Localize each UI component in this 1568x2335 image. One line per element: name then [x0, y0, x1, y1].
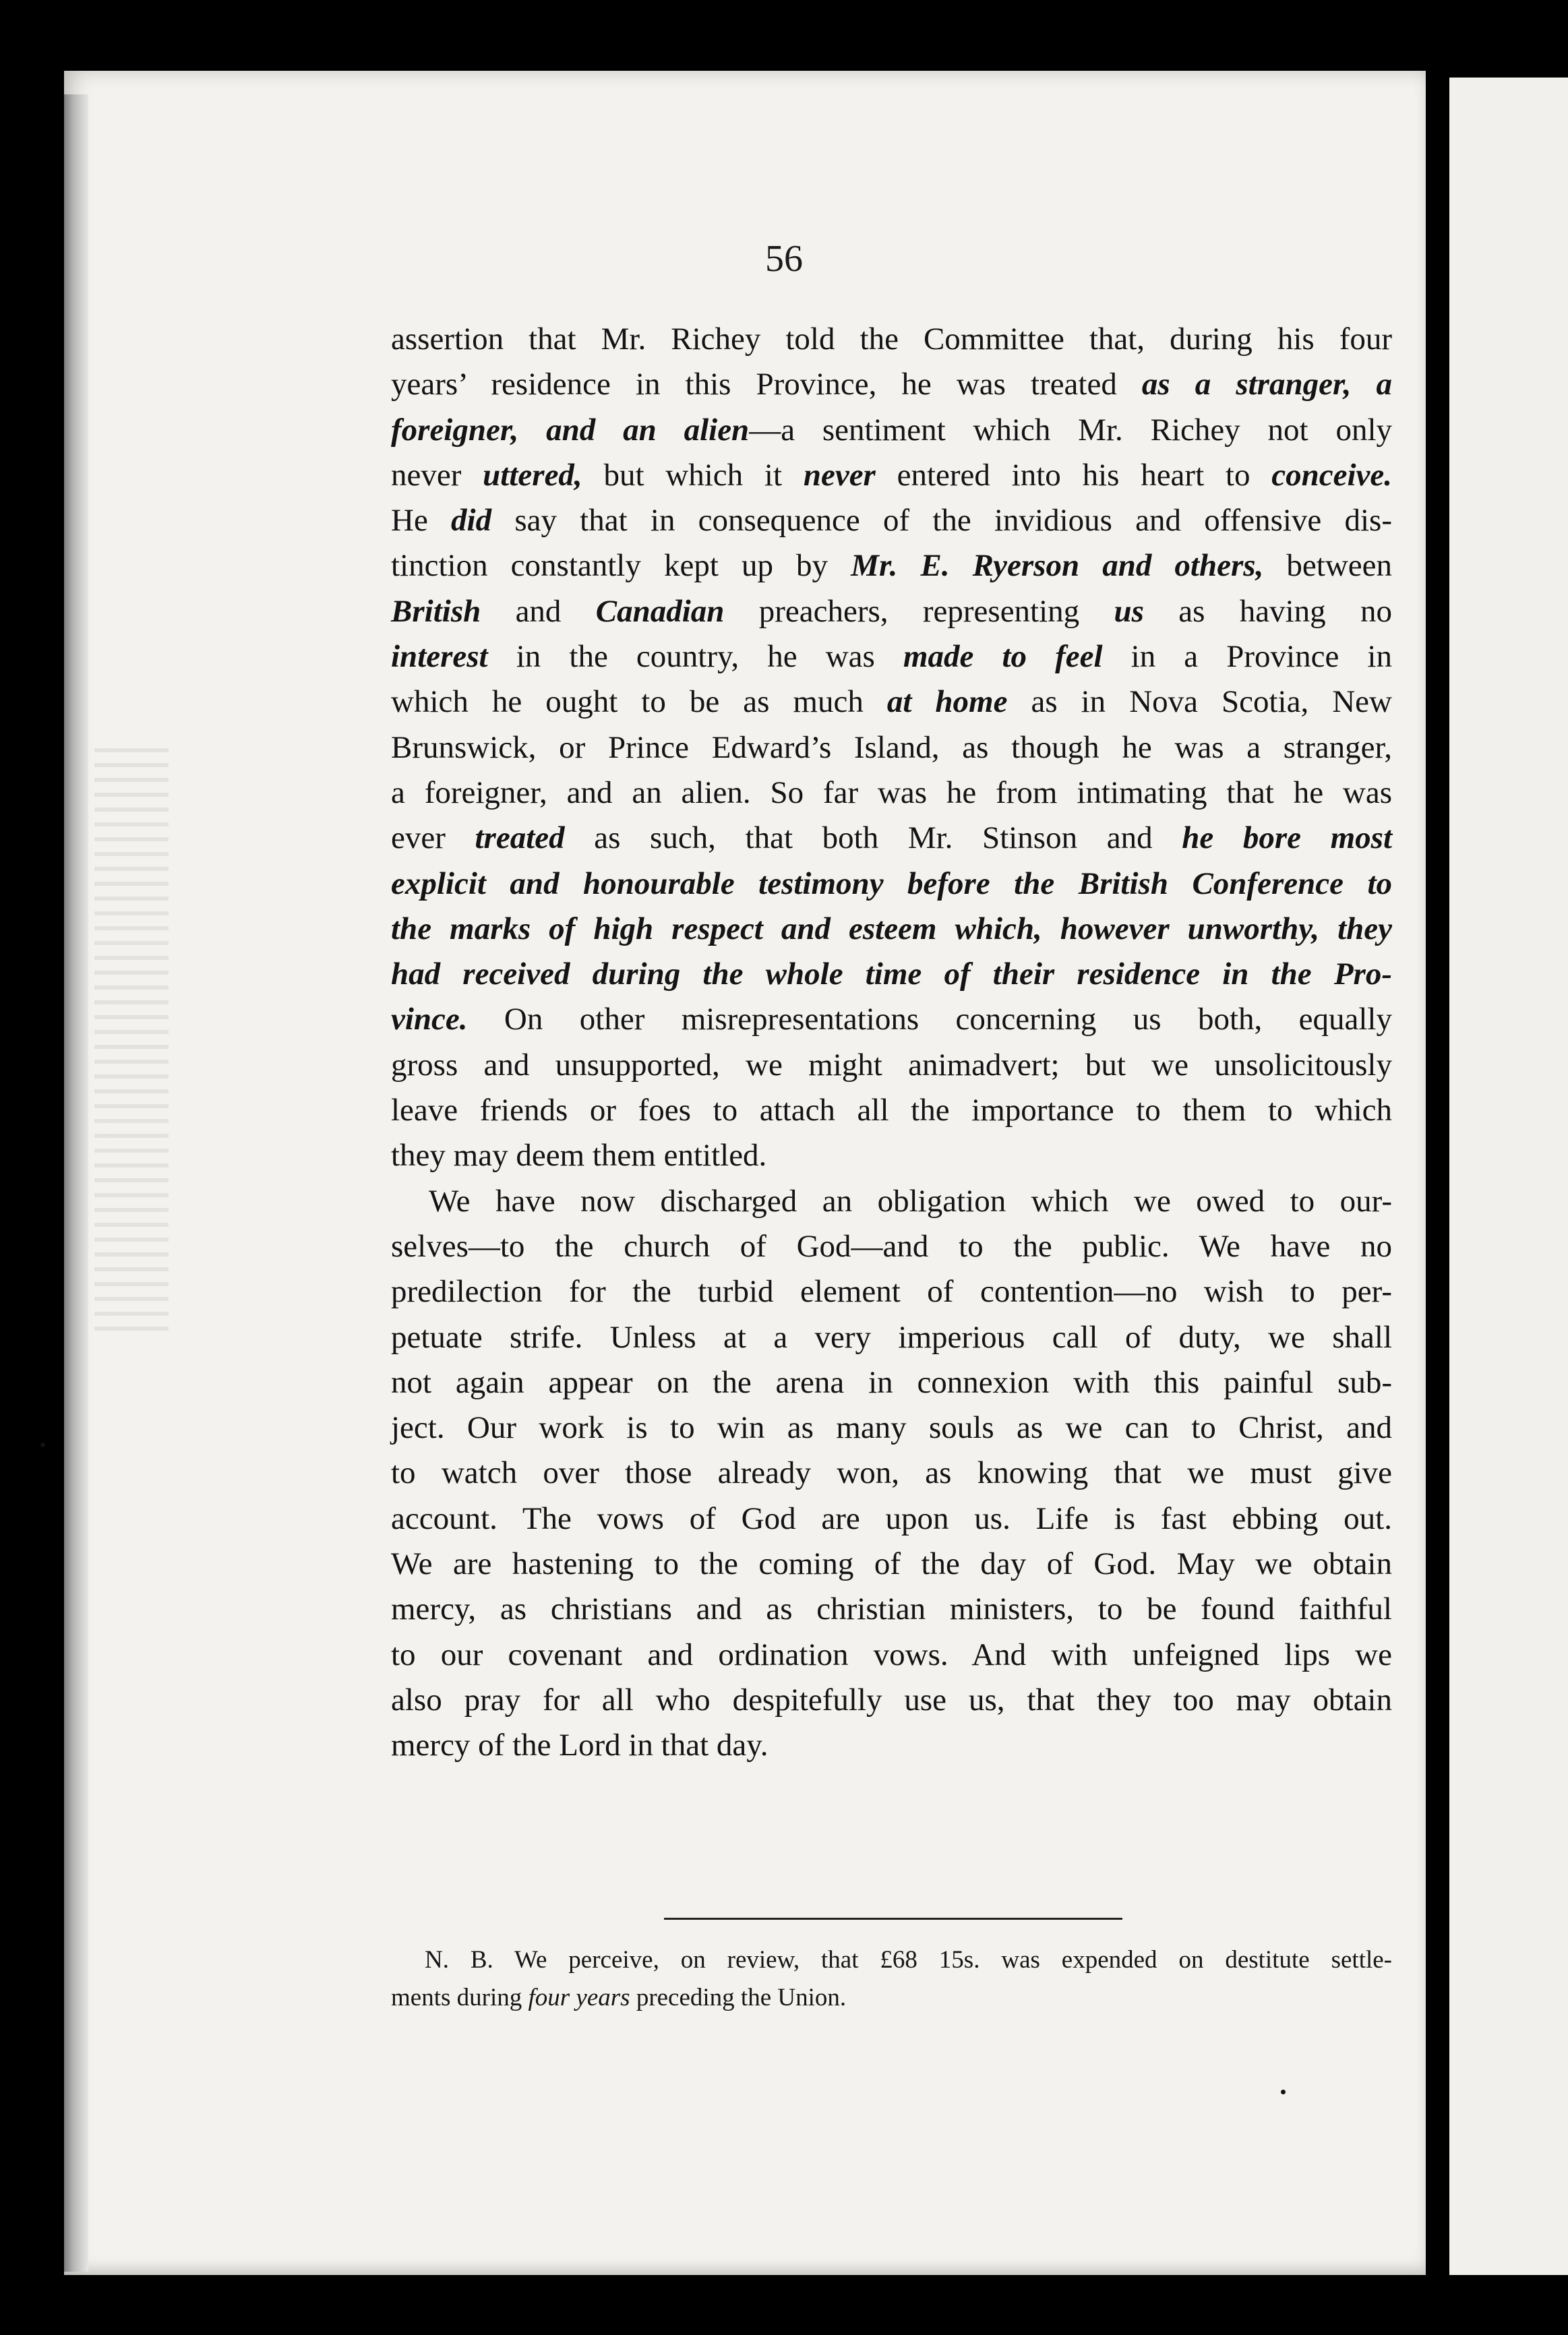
- text-run: selves—to the church of God—and to the public. We have no: [391, 1228, 1392, 1264]
- text-run: We are hastening to the coming of the day of God. May we obtain: [391, 1546, 1392, 1582]
- text-line: [391, 1542, 1392, 1587]
- text-run: not again appear on the arena in connexion with this painful sub-: [391, 1364, 1392, 1400]
- footnote-rule: [664, 1918, 1122, 1920]
- italic-text: never: [803, 457, 876, 493]
- text-run: never: [391, 457, 483, 493]
- text-run: preachers, representing: [724, 593, 1114, 629]
- italic-text: did: [451, 503, 492, 539]
- text-line: [391, 1088, 1392, 1133]
- text-run: which he ought to be as much: [391, 684, 887, 720]
- text-line: [391, 408, 1392, 453]
- text-run: On other misrepresentations concerning us both, equally: [467, 1002, 1392, 1037]
- show-through-marks: [94, 748, 169, 1335]
- text-run: predilection for the turbid element of contention—no wish to per-: [391, 1274, 1392, 1310]
- text-line: [391, 861, 1392, 907]
- footnote-italic-text: four years: [528, 1984, 630, 2011]
- text-line: [391, 1269, 1392, 1314]
- text-run: assertion that Mr. Richey told the Committee that, during his four: [391, 322, 1392, 357]
- text-line: [391, 634, 1392, 679]
- text-line: [391, 907, 1392, 952]
- text-run: they may deem them entitled.: [391, 1138, 767, 1174]
- text-run: as such, that both Mr. Stinson and: [564, 820, 1182, 856]
- text-line: [391, 317, 1392, 362]
- italic-text: Mr. E. Ryerson and others,: [851, 548, 1264, 584]
- text-run: in the country, he was: [487, 639, 903, 675]
- text-run: between: [1263, 548, 1392, 584]
- italic-text: at home: [886, 684, 1008, 720]
- text-line: [391, 1496, 1392, 1542]
- binding-edge: [64, 94, 88, 2272]
- footnote-text: preceding the Union.: [630, 1984, 847, 2011]
- footnote-text: ments during: [391, 1984, 529, 2011]
- text-run: a foreigner, and an alien. So far was he from intimating that he was: [391, 775, 1392, 810]
- text-run: We have now discharged an obligation which we owed to our-: [429, 1183, 1392, 1219]
- text-line: [391, 362, 1392, 407]
- italic-text: the marks of high respect and esteem which, however unworthy, they: [391, 911, 1392, 946]
- text-line: [391, 1723, 1392, 1768]
- text-run: petuate strife. Unless at a very imperious call of duty, we shall: [391, 1319, 1392, 1355]
- text-line: [391, 1405, 1392, 1451]
- italic-text: us: [1114, 593, 1144, 629]
- footnote-line: [391, 1979, 1392, 2017]
- facing-page-edge: [1449, 78, 1568, 2275]
- text-run: in a Province in: [1102, 639, 1392, 675]
- text-line: [391, 816, 1392, 861]
- text-line: [391, 1678, 1392, 1723]
- text-line: [391, 543, 1392, 588]
- text-run: gross and unsupported, we might animadvert; but we unsolicitously: [391, 1047, 1392, 1083]
- text-run: tinction constantly kept up by: [391, 548, 851, 584]
- italic-text: uttered,: [483, 457, 582, 493]
- text-run: say that in consequence of the invidious and offensive dis-: [491, 503, 1392, 539]
- italic-text: foreigner, and an alien: [391, 412, 750, 448]
- text-line: [391, 1043, 1392, 1088]
- body-text: [391, 317, 1392, 1769]
- text-run: ject. Our work is to win as many souls as we can to Christ, and: [391, 1410, 1392, 1446]
- text-run: Brunswick, or Prince Edward’s Island, as though he was a stranger,: [391, 729, 1392, 765]
- italic-text: treated: [475, 820, 565, 856]
- text-run: mercy, as christians and as christian ministers, to be found faithful: [391, 1591, 1392, 1627]
- italic-text: Canadian: [595, 593, 725, 629]
- italic-text: vince.: [391, 1002, 468, 1037]
- text-run: account. The vows of God are upon us. Life is fast ebbing out.: [391, 1500, 1392, 1536]
- text-line: [391, 453, 1392, 498]
- text-run: to watch over those already won, as knowing that we must give: [391, 1455, 1392, 1491]
- text-run: ever: [391, 820, 475, 856]
- text-run: entered into his heart to: [875, 457, 1272, 493]
- italic-text: interest: [391, 639, 488, 675]
- text-run: also pray for all who despitefully use us, that they too may obtain: [391, 1682, 1392, 1718]
- ink-speck: [1281, 2090, 1286, 2094]
- text-line: [391, 1633, 1392, 1678]
- italic-text: conceive.: [1271, 457, 1393, 493]
- text-run: mercy of the Lord in that day.: [391, 1728, 768, 1763]
- text-run: but which it: [582, 457, 804, 493]
- text-line: [391, 1224, 1392, 1269]
- text-run: to our covenant and ordination vows. And with unfeigned lips we: [391, 1637, 1392, 1672]
- italic-text: as a stranger, a: [1141, 367, 1392, 402]
- text-line: [391, 1360, 1392, 1405]
- text-line: [391, 1587, 1392, 1632]
- text-run: and: [481, 593, 596, 629]
- text-line: [391, 1451, 1392, 1496]
- footnote-line: N. B. We perceive, on review, that £68 15s. was expended on destitute settle-: [425, 1946, 1392, 1974]
- text-line: [391, 679, 1392, 725]
- footnote: [391, 1941, 1392, 2017]
- italic-text: had received during the whole time of their residence in the Pro-: [391, 957, 1392, 992]
- text-line: [391, 589, 1392, 634]
- text-run: years’ residence in this Province, he was treated: [391, 367, 1142, 402]
- text-line: [391, 725, 1392, 770]
- italic-text: he bore most: [1182, 820, 1393, 856]
- text-run: He: [391, 503, 452, 539]
- text-line: [391, 1179, 1392, 1224]
- text-run: as having no: [1143, 593, 1392, 629]
- text-line: [391, 770, 1392, 816]
- text-line: [391, 997, 1392, 1042]
- text-line: [391, 1315, 1392, 1360]
- text-line: [391, 498, 1392, 543]
- text-run: leave friends or foes to attach all the importance to them to which: [391, 1093, 1392, 1128]
- text-line: [391, 952, 1392, 997]
- text-run: —a sentiment which Mr. Richey not only: [749, 412, 1393, 448]
- page-number: 56: [765, 238, 803, 280]
- italic-text: explicit and honourable testimony before the British Conference to: [391, 866, 1392, 901]
- ink-speck: [40, 1443, 45, 1447]
- italic-text: British: [391, 593, 481, 629]
- text-line: [391, 1133, 1392, 1178]
- text-run: as in Nova Scotia, New: [1007, 684, 1392, 720]
- italic-text: made to feel: [903, 639, 1103, 675]
